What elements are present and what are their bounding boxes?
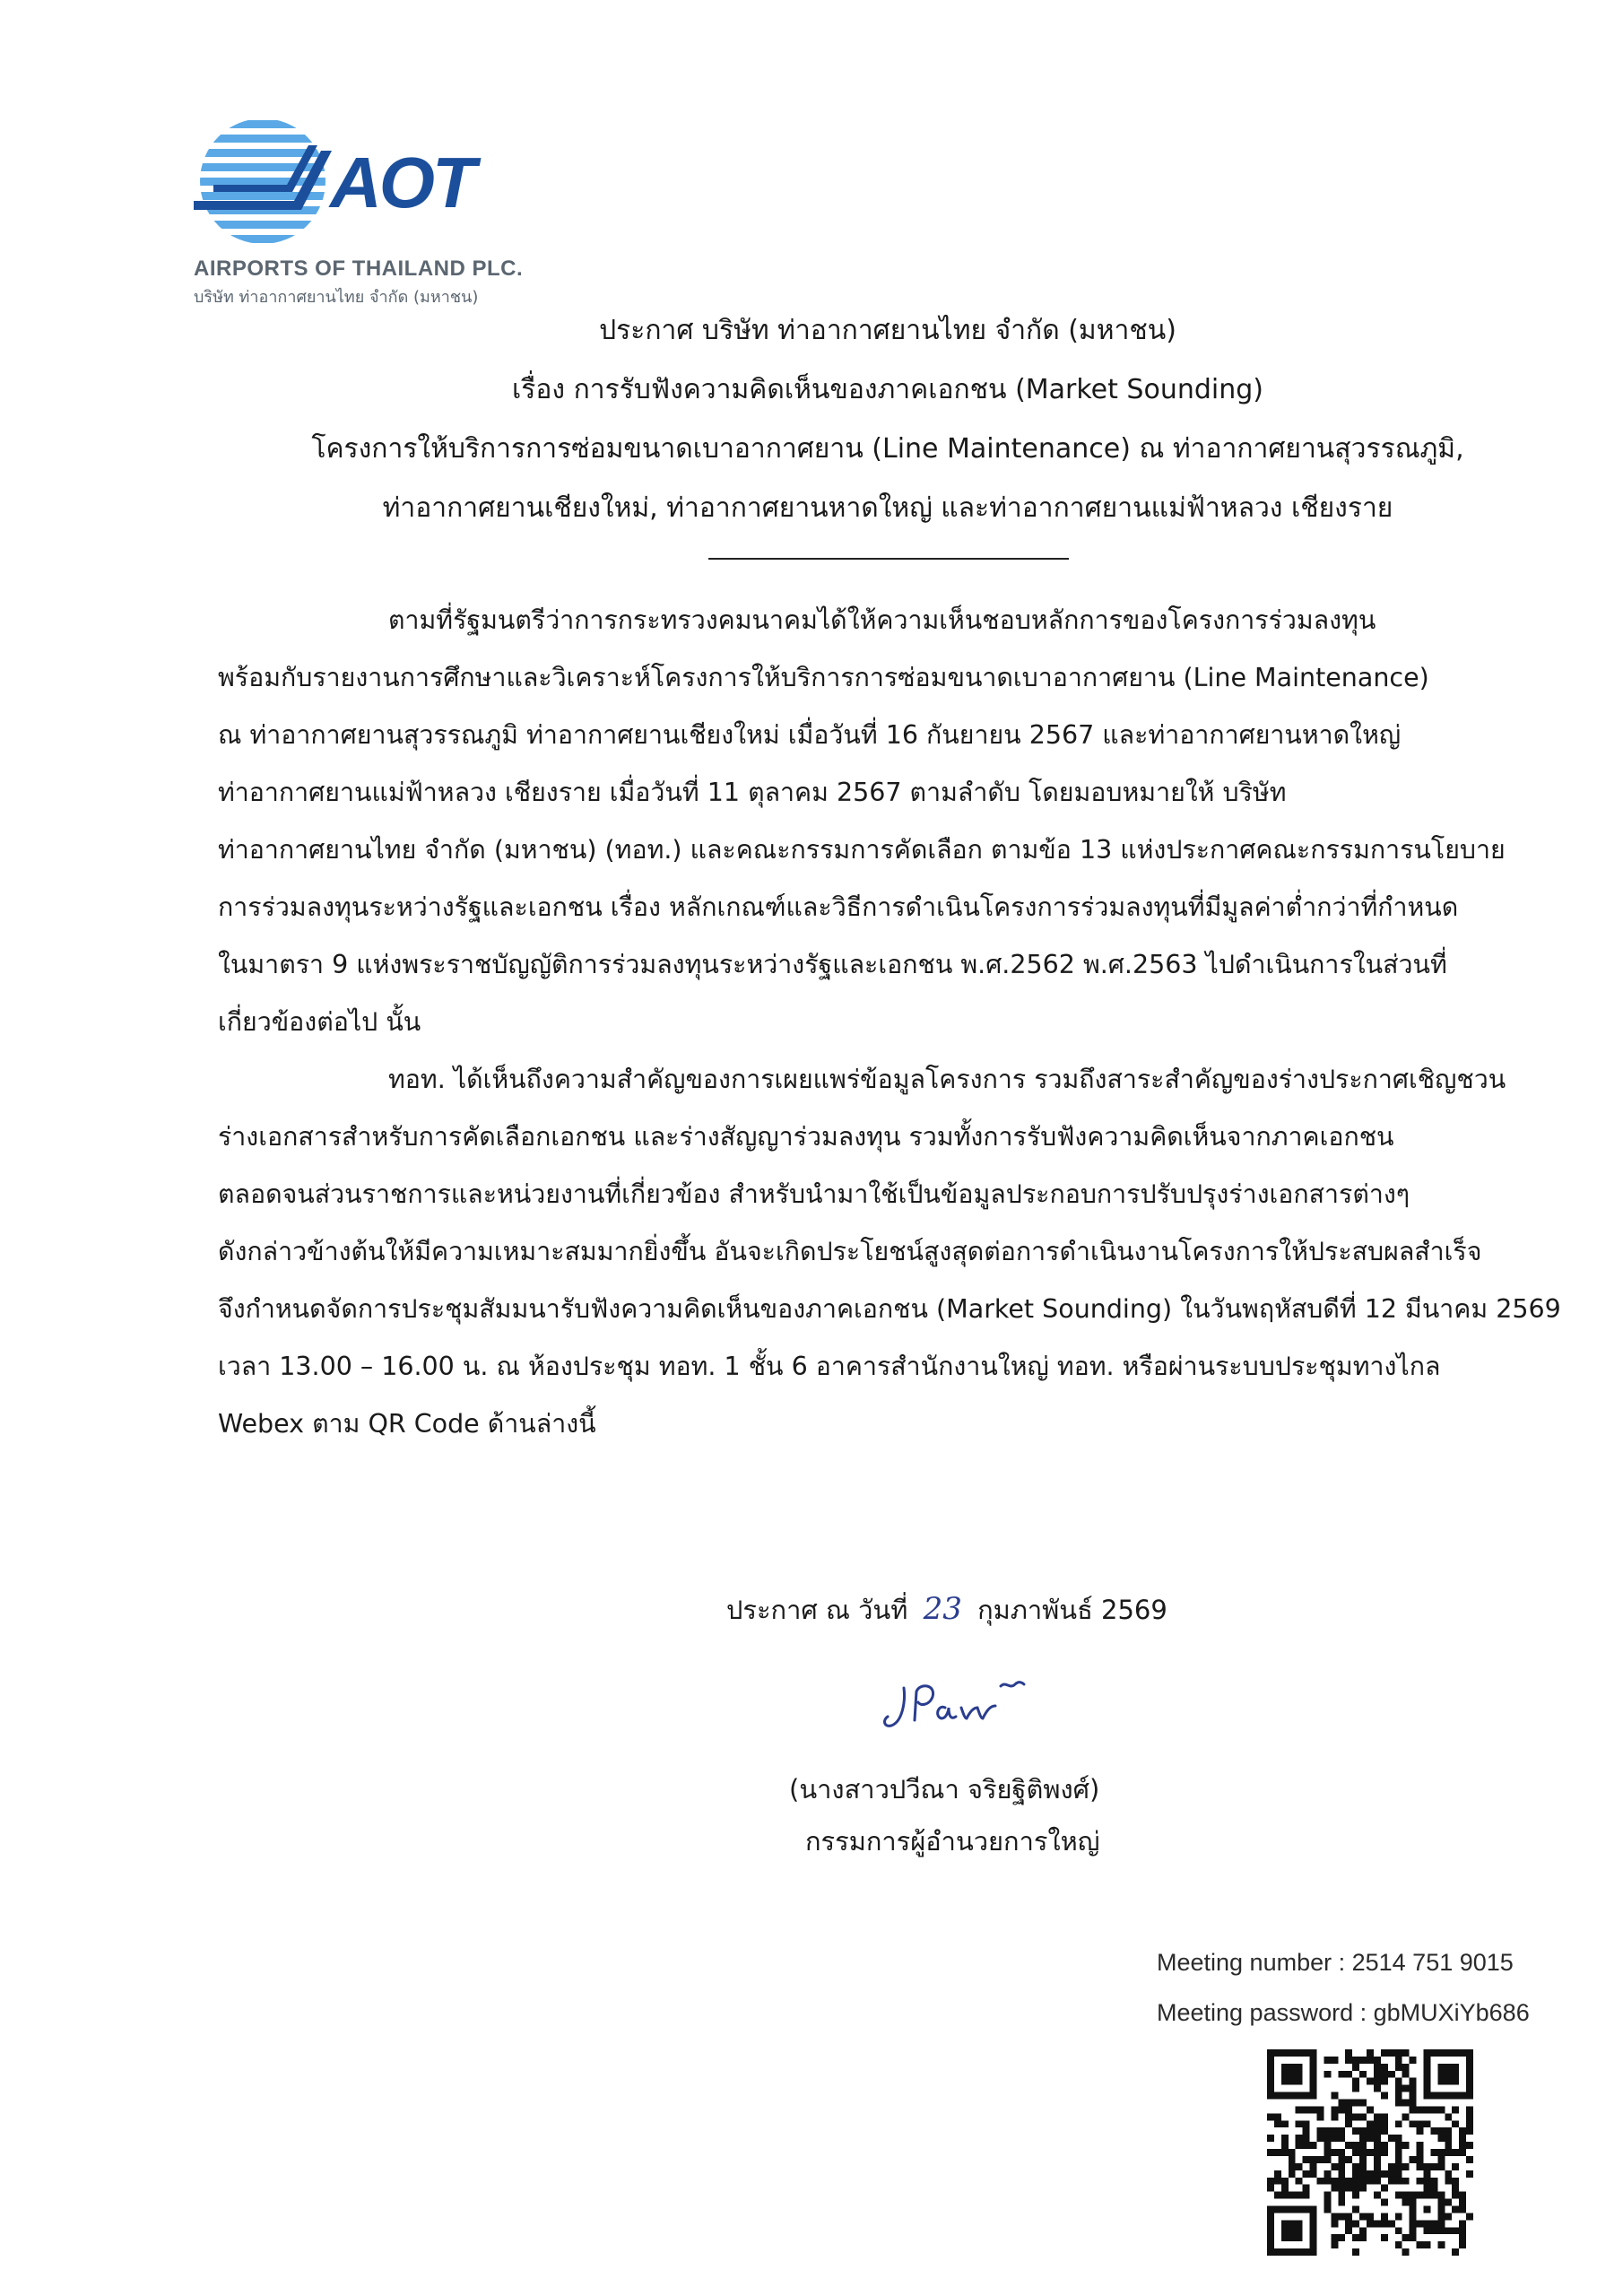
paragraph-line: เวลา 13.00 – 16.00 น. ณ ห้องประชุม ทอท. 1 ชั้น 6 อาคารสำนักงานใหญ่ ทอท. หรือผ่านระบบประชุมทางไกล <box>218 1352 1441 1381</box>
announcement-title <box>269 301 1506 538</box>
paragraph-line: เกี่ยวข้องต่อไป นั้น <box>218 1007 421 1037</box>
title-divider <box>708 558 1069 560</box>
announcement-date <box>726 1589 1167 1631</box>
meeting-number: Meeting number : 2514 751 9015 <box>1157 1949 1514 1976</box>
signer-title: กรรมการผู้อำนวยการใหญ่ <box>805 1826 1100 1857</box>
aot-logo-mark <box>187 115 339 248</box>
paragraph-line: ดังกล่าวข้างต้นให้มีความเหมาะสมมากยิ่งขึ้น อันจะเกิดประโยชน์สูงสุดต่อการดำเนินงานโครงการให้ประสบผลสำเร็จ <box>218 1237 1482 1266</box>
date-day-handwritten: 23 <box>923 1591 962 1627</box>
paragraph-line: ในมาตรา 9 แห่งพระราชบัญญัติการร่วมลงทุนระหว่างรัฐและเอกชน พ.ศ.2562 พ.ศ.2563 ไปดำเนินการในส่วนที่ <box>218 950 1447 979</box>
paragraph-line: ทอท. ได้เห็นถึงความสำคัญของการเผยแพร่ข้อมูลโครงการ รวมถึงสาระสำคัญของร่างประกาศเชิญชวน <box>388 1065 1506 1094</box>
paragraph-line: ตลอดจนส่วนราชการและหน่วยงานที่เกี่ยวข้อง สำหรับนำมาใช้เป็นข้อมูลประกอบการปรับปรุงร่างเอกสารต่างๆ <box>218 1179 1410 1209</box>
paragraph-line: ตามที่รัฐมนตรีว่าการกระทรวงคมนาคมได้ให้ความเห็นชอบหลักการของโครงการร่วมลงทุน <box>388 605 1376 635</box>
paragraph-line: ณ ท่าอากาศยานสุวรรณภูมิ ท่าอากาศยานเชียงใหม่ เมื่อวันที่ 16 กันยายน 2567 และท่าอากาศยานหาดใหญ่ <box>218 720 1402 750</box>
paragraph-line: Webex ตาม QR Code ด้านล่างนี้ <box>218 1409 596 1439</box>
paragraph-line: จึงกำหนดจัดการประชุมสัมมนารับฟังความคิดเห็นของภาคเอกชน (Market Sounding) ในวันพฤหัสบดีที่ 12 มีนาคม 2569 <box>218 1294 1561 1324</box>
date-month-year: กุมภาพันธ์ 2569 <box>977 1595 1167 1625</box>
signer-name: (นางสาวปวีณา จริยฐิติพงศ์) <box>789 1774 1100 1805</box>
meeting-info <box>1157 1937 1530 2038</box>
title-line-2: เรื่อง การรับฟังความคิดเห็นของภาคเอกชน (Market Sounding) <box>512 374 1263 405</box>
announcement-body <box>218 592 1561 1453</box>
date-prefix: ประกาศ ณ วันที่ <box>726 1595 908 1625</box>
title-line-4: ท่าอากาศยานเชียงใหม่, ท่าอากาศยานหาดใหญ่ และท่าอากาศยานแม่ฟ้าหลวง เชียงราย <box>382 492 1393 524</box>
paragraph-line: พร้อมกับรายงานการศึกษาและวิเคราะห์โครงการให้บริการการซ่อมขนาดเบาอากาศยาน (Line Maintenance) <box>218 663 1429 692</box>
aot-logo <box>187 115 524 312</box>
qr-code-icon[interactable] <box>1267 2049 1473 2256</box>
paragraph-line: ท่าอากาศยานแม่ฟ้าหลวง เชียงราย เมื่อวันที่ 11 ตุลาคม 2567 ตามลำดับ โดยมอบหมายให้ บริษัท <box>218 778 1287 807</box>
company-name-en: AIRPORTS OF THAILAND PLC. <box>194 257 524 281</box>
paragraph-2 <box>218 1051 1561 1453</box>
paragraph-line: การร่วมลงทุนระหว่างรัฐและเอกชน เรื่อง หลักเกณฑ์และวิธีการดำเนินโครงการร่วมลงทุนที่มีมูลค่าต่ำกว่าที่กำหนด <box>218 892 1459 922</box>
logo-text: AOT <box>330 143 473 222</box>
title-line-3: โครงการให้บริการการซ่อมขนาดเบาอากาศยาน (Line Maintenance) ณ ท่าอากาศยานสุวรรณภูมิ, <box>311 433 1464 465</box>
title-line-1: ประกาศ บริษัท ท่าอากาศยานไทย จำกัด (มหาชน) <box>599 315 1176 346</box>
meeting-password: Meeting password : gbMUXiYb686 <box>1157 1999 1530 2026</box>
signature <box>879 1675 1031 1738</box>
paragraph-line: ท่าอากาศยานไทย จำกัด (มหาชน) (ทอท.) และคณะกรรมการคัดเลือก ตามข้อ 13 แห่งประกาศคณะกรรมการนโยบาย <box>218 835 1506 865</box>
paragraph-1 <box>218 592 1545 1051</box>
company-name-th: บริษัท ท่าอากาศยานไทย จำกัด (มหาชน) <box>194 288 479 307</box>
paragraph-line: ร่างเอกสารสำหรับการคัดเลือกเอกชน และร่างสัญญาร่วมลงทุน รวมทั้งการรับฟังความคิดเห็นจากภาคเอกชน <box>218 1122 1394 1152</box>
